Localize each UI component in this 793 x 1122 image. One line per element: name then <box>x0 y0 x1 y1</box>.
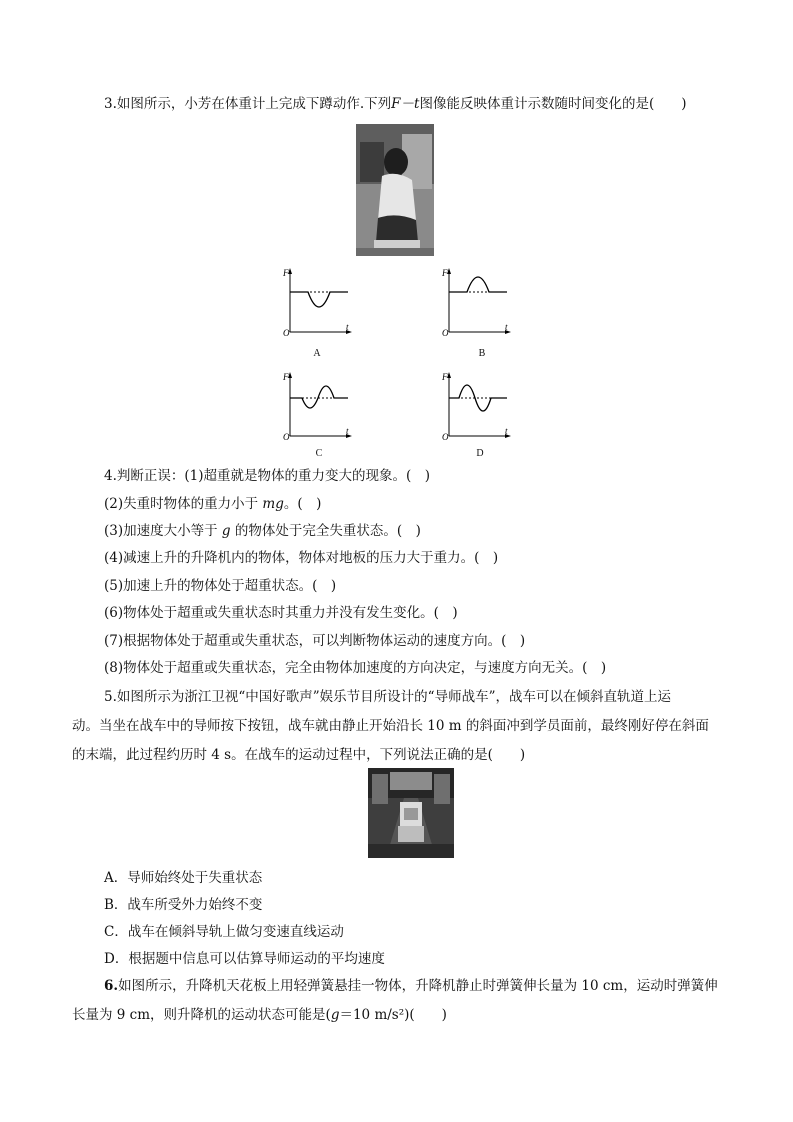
q4-item-3: (3)加速度大小等于 g 的物体处于完全失重状态。( ) <box>104 523 421 539</box>
graph-d-f-label: F <box>442 372 448 382</box>
q4-item-2: (2)失重时物体的重力小于 mg。( ) <box>104 496 322 512</box>
graph-b-label: B <box>478 348 486 359</box>
graph-d-t-label: t <box>505 426 508 436</box>
graph-c-f-label: F <box>283 372 289 382</box>
q4-item-7: (7)根据物体处于超重或失重状态，可以判断物体运动的速度方向。( ) <box>104 633 526 649</box>
graph-a-o-label: O <box>283 328 290 336</box>
q3-stem: 3.如图所示，小芳在体重计上完成下蹲动作.下列F－t图像能反映体重计示数随时间变化的是( ) <box>104 96 687 112</box>
q4-item-5: (5)加速上升的物体处于超重状态。( ) <box>104 578 337 594</box>
q5-stem: 5.如图所示为浙江卫视“中国好歌声”娱乐节目所设计的“导师战车”，战车可以在倾斜直轨道上运 动。当坐在战车中的导师按下按钮，战车就由静止开始沿长 10 m 的斜面冲到学员面前，最终刚好停在斜面 的末端，此过程约历时 4 s。在战车的运动过程中，下列说法正确的是( ) <box>72 689 709 763</box>
q5-option-d: D．根据题中信息可以估算导师运动的平均速度 <box>104 951 385 967</box>
squat-photo <box>356 124 434 256</box>
graph-a <box>282 266 352 356</box>
q4-item-6: (6)物体处于超重或失重状态时其重力并没有发生变化。( ) <box>104 605 458 621</box>
q3-formula: F－t <box>391 96 420 112</box>
graph-b-o-label: O <box>442 328 449 336</box>
q5-option-a: A．导师始终处于失重状态 <box>104 870 263 886</box>
q4-item-8: (8)物体处于超重或失重状态，完全由物体加速度的方向决定，与速度方向无关。( ) <box>104 660 607 676</box>
graph-b-t-label: t <box>505 322 508 332</box>
q5-option-c: C．战车在倾斜导轨上做匀变速直线运动 <box>104 924 344 940</box>
graph-b <box>441 266 511 356</box>
graph-c-label: C <box>315 448 323 459</box>
graph-d-label: D <box>476 448 484 459</box>
graph-c-o-label: O <box>283 432 290 440</box>
graph-a-f-label: F <box>283 268 289 278</box>
graph-a-t-label: t <box>346 322 349 332</box>
graph-d <box>441 370 511 460</box>
q5-option-b: B．战车所受外力始终不变 <box>104 897 263 913</box>
q6-stem: 6.如图所示，升降机天花板上用轻弹簧悬挂一物体，升降机静止时弹簧伸长量为 10 cm，运动时弹簧伸 长量为 9 cm，则升降机的运动状态可能是(g＝10 m/s²)( ) <box>72 978 718 1023</box>
q4-title: 4.判断正误：(1)超重就是物体的重力变大的现象。( ) <box>104 468 431 484</box>
q4-item-4: (4)减速上升的升降机内的物体，物体对地板的压力大于重力。( ) <box>104 550 499 566</box>
graph-c-t-label: t <box>346 426 349 436</box>
graph-c <box>282 370 352 460</box>
graph-a-label: A <box>313 348 321 359</box>
q6-number: 6. <box>104 978 119 994</box>
chariot-photo <box>368 768 454 858</box>
graph-b-f-label: F <box>442 268 448 278</box>
graph-d-o-label: O <box>442 432 449 440</box>
